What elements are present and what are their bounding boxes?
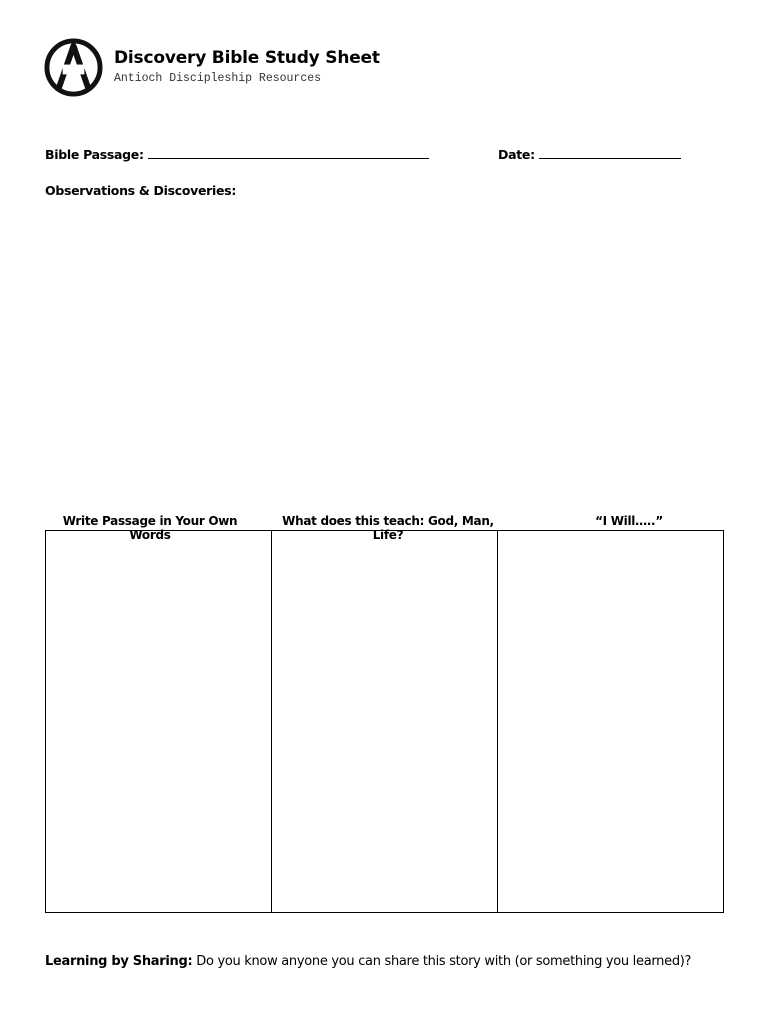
page-subtitle: Antioch Discipleship Resources: [114, 72, 322, 85]
column-header-own-words: Write Passage in Your Own Words: [62, 514, 238, 542]
learning-by-sharing-question: Do you know anyone you can share this story with (or something you learned)?: [196, 954, 692, 969]
i-will-cell[interactable]: [498, 531, 723, 912]
page-title: Discovery Bible Study Sheet: [114, 48, 380, 68]
learning-by-sharing-label: Learning by Sharing:: [45, 954, 193, 969]
bible-passage-blank[interactable]: [148, 146, 429, 159]
bible-passage-field[interactable]: [45, 146, 429, 162]
bible-passage-label: Bible Passage:: [45, 147, 144, 162]
study-table: [45, 530, 724, 913]
own-words-cell[interactable]: [46, 531, 272, 912]
learning-by-sharing: [45, 954, 691, 969]
observations-area[interactable]: [45, 205, 724, 495]
date-label: Date:: [498, 147, 535, 162]
date-field[interactable]: [498, 146, 681, 162]
antioch-logo-icon: [44, 38, 103, 97]
column-header-teach: What does this teach: God, Man, Life?: [282, 514, 494, 542]
teach-cell[interactable]: [272, 531, 498, 912]
column-header-i-will: “I Will…..”: [595, 514, 663, 528]
observations-label: Observations & Discoveries:: [45, 183, 237, 198]
date-blank[interactable]: [539, 146, 681, 159]
